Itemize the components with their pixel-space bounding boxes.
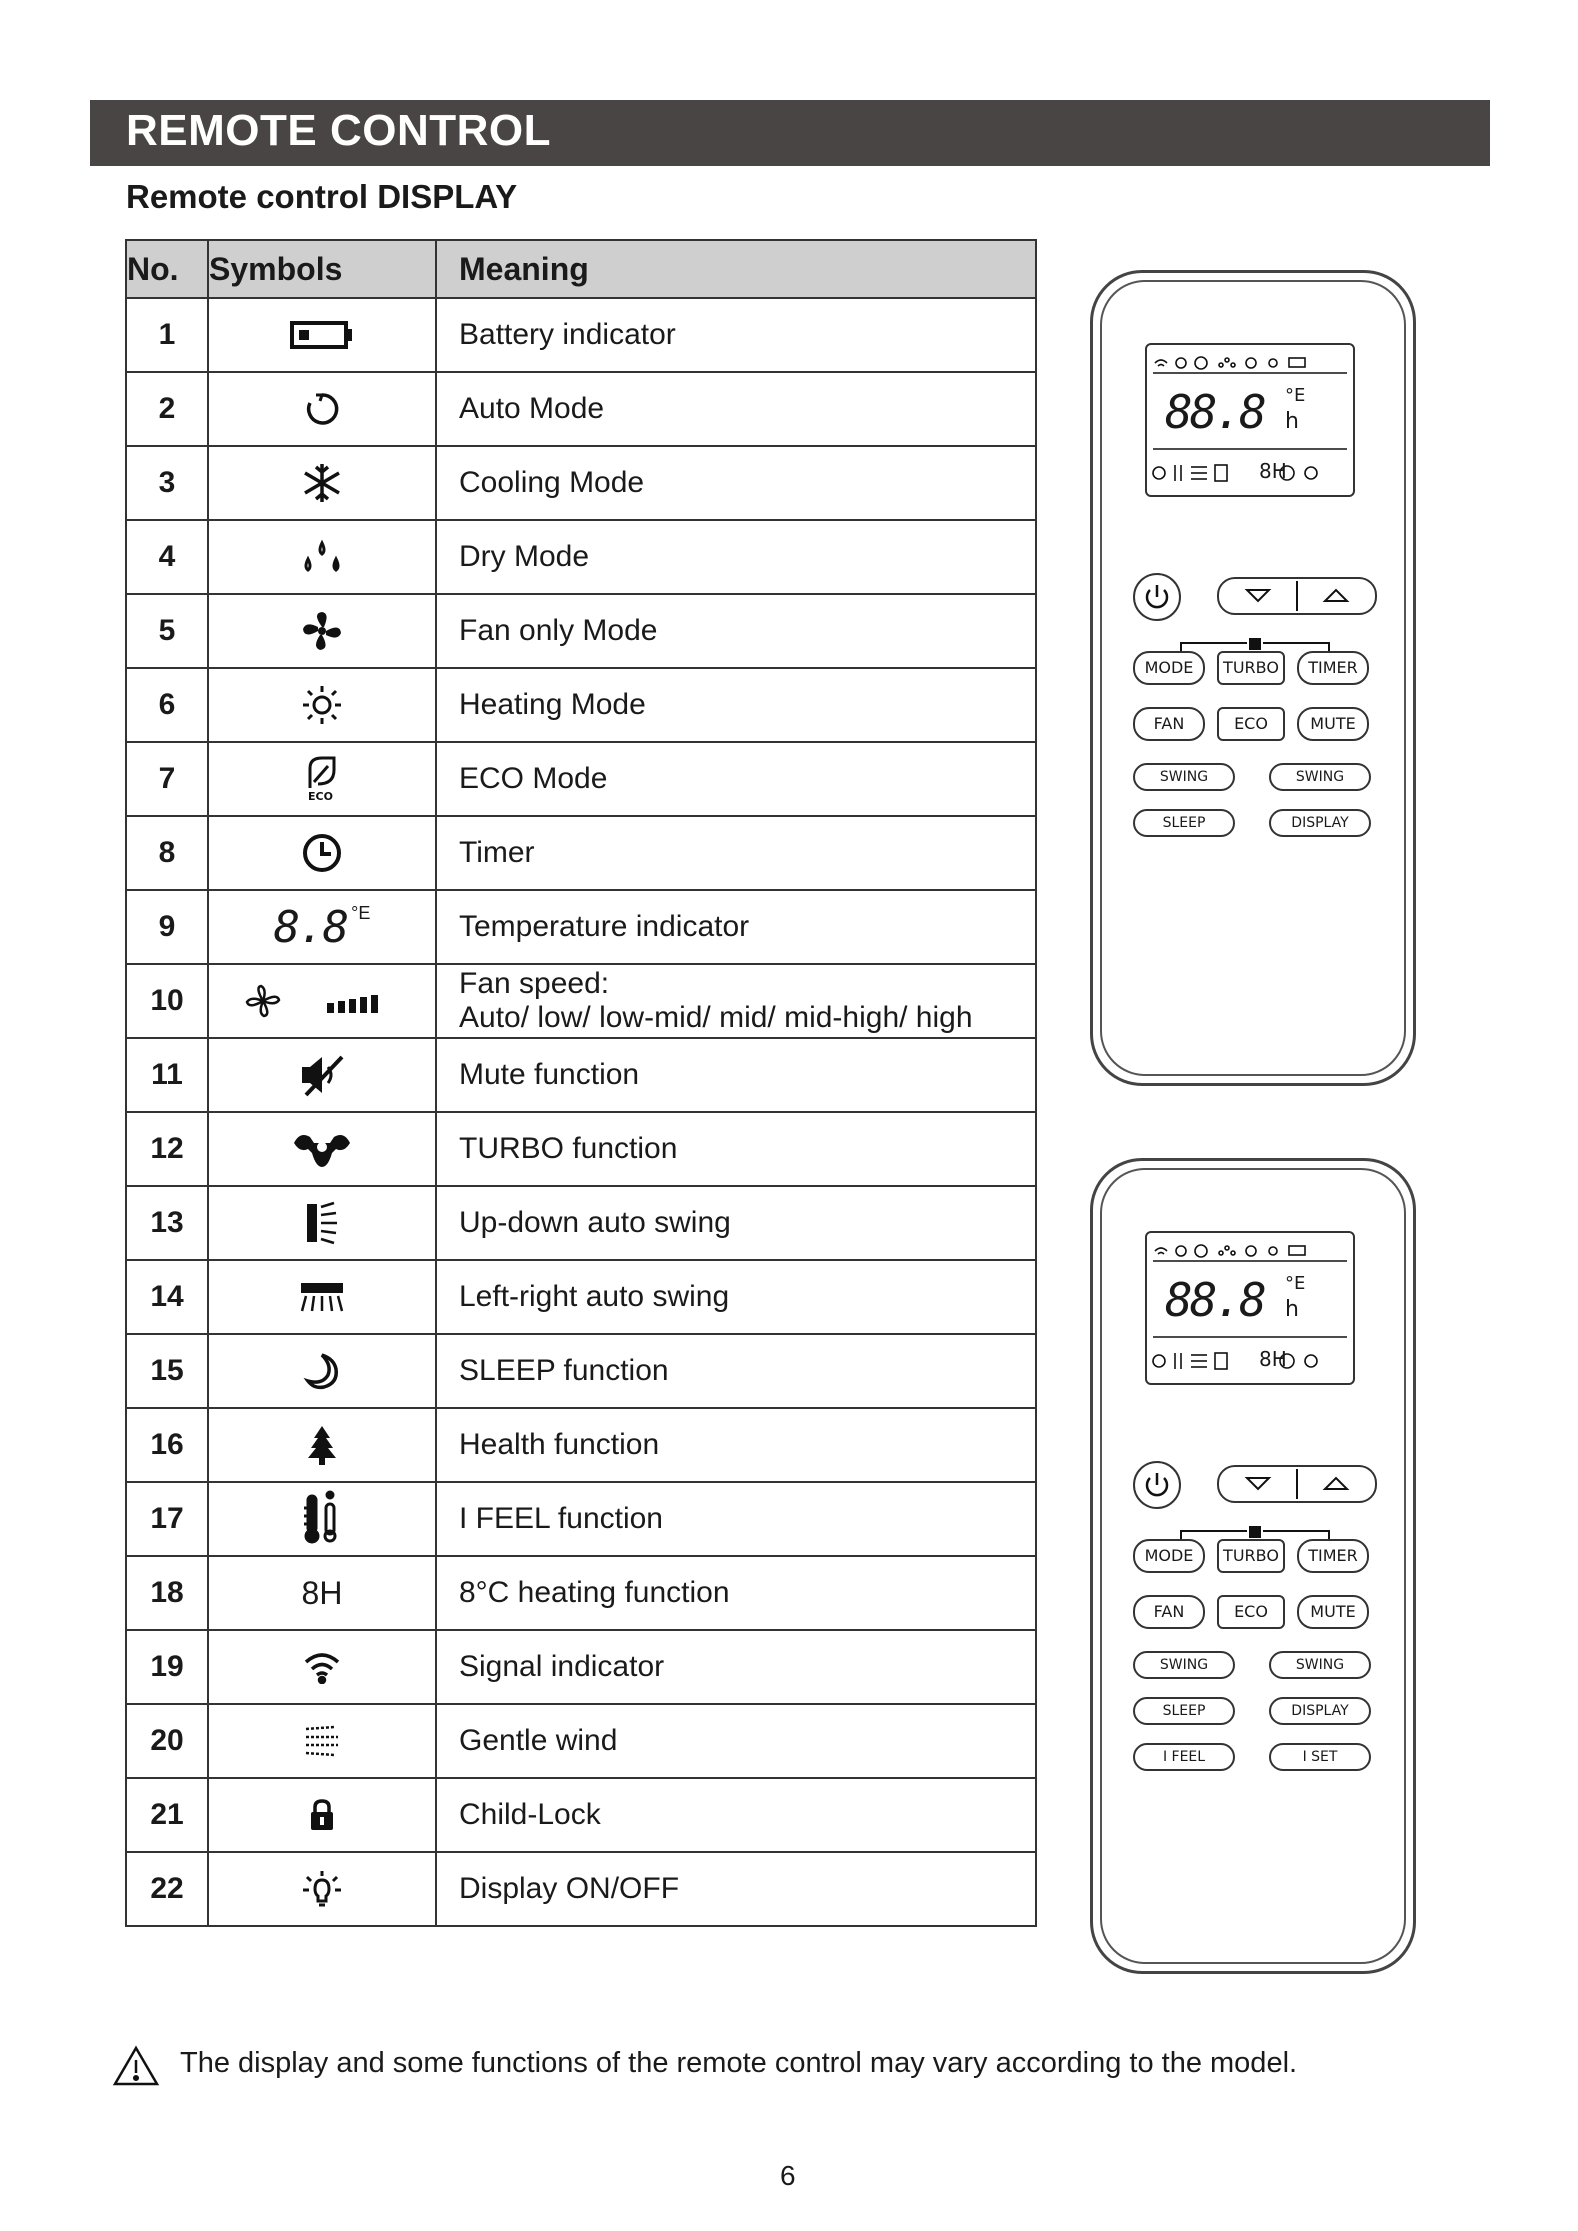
header-symbols: Symbols <box>208 240 436 298</box>
table-row <box>126 446 1036 520</box>
swing-vertical-button[interactable]: SWING <box>1133 763 1235 791</box>
turbo-button[interactable]: TURBO <box>1217 1539 1285 1573</box>
left-right-swing-icon <box>298 1267 346 1327</box>
lcd-h: h <box>1285 409 1299 434</box>
power-button[interactable] <box>1133 573 1181 621</box>
child-lock-bracket <box>1179 1523 1331 1537</box>
temperature-unit: °E <box>351 902 371 923</box>
mode-button[interactable]: MODE <box>1133 651 1205 685</box>
warning-note <box>112 2045 1298 2095</box>
table-row <box>126 742 1036 816</box>
row-no: 10 <box>126 964 208 1038</box>
section-subtitle: Remote control DISPLAY <box>126 178 518 215</box>
table-row <box>126 668 1036 742</box>
row-meaning: Signal indicator <box>436 1630 1036 1704</box>
row-meaning: Display ON/OFF <box>436 1852 1036 1926</box>
swing-horizontal-button[interactable]: SWING <box>1269 1651 1371 1679</box>
row-no: 4 <box>126 520 208 594</box>
row-meaning: Temperature indicator <box>436 890 1036 964</box>
row-no: 13 <box>126 1186 208 1260</box>
row-no: 11 <box>126 1038 208 1112</box>
table-row <box>126 816 1036 890</box>
table-row <box>126 520 1036 594</box>
child-lock-bracket <box>1179 635 1331 649</box>
table-row <box>126 1038 1036 1112</box>
row-meaning: Cooling Mode <box>436 446 1036 520</box>
lcd-unit: °E <box>1285 1273 1306 1294</box>
sleep-button[interactable]: SLEEP <box>1133 809 1235 837</box>
iset-button[interactable]: I SET <box>1269 1743 1371 1771</box>
table-row <box>126 298 1036 372</box>
row-meaning: Mute function <box>436 1038 1036 1112</box>
auto-mode-icon <box>302 379 342 439</box>
up-down-swing-icon <box>304 1193 340 1253</box>
temperature-digits-icon <box>274 897 371 957</box>
power-icon <box>1135 575 1179 619</box>
row-no: 17 <box>126 1482 208 1556</box>
row-no: 20 <box>126 1704 208 1778</box>
sleep-button[interactable]: SLEEP <box>1133 1697 1235 1725</box>
thermometer-icon <box>302 1487 342 1547</box>
power-icon <box>1135 1463 1179 1507</box>
power-button[interactable] <box>1133 1461 1181 1509</box>
remote-control-standard <box>1090 270 1416 1086</box>
tree-icon <box>306 1415 338 1475</box>
row-no: 1 <box>126 298 208 372</box>
gentle-wind-icon <box>302 1711 342 1771</box>
fan-icon <box>300 601 344 661</box>
row-no: 6 <box>126 668 208 742</box>
row-no: 16 <box>126 1408 208 1482</box>
table-row <box>126 964 1036 1038</box>
timer-button[interactable]: TIMER <box>1297 1539 1369 1573</box>
row-meaning: SLEEP function <box>436 1334 1036 1408</box>
row-no: 18 <box>126 1556 208 1630</box>
table-row <box>126 1778 1036 1852</box>
lcd-digits: 88.8 <box>1165 385 1264 439</box>
table-row <box>126 1112 1036 1186</box>
row-meaning: Dry Mode <box>436 520 1036 594</box>
table-row <box>126 1704 1036 1778</box>
warning-triangle-icon <box>112 2045 160 2087</box>
remote-lcd <box>1145 1231 1355 1385</box>
remote-lcd <box>1145 343 1355 497</box>
warning-text: The display and some functions of the remote control may vary according to the model. <box>180 2047 1298 2079</box>
row-meaning: Battery indicator <box>436 298 1036 372</box>
row-meaning: ECO Mode <box>436 742 1036 816</box>
table-row <box>126 1334 1036 1408</box>
row-meaning: Heating Mode <box>436 668 1036 742</box>
row-meaning: Child-Lock <box>436 1778 1036 1852</box>
row-meaning: Timer <box>436 816 1036 890</box>
row-meaning-detail: Auto/ low/ low-mid/ mid/ mid-high/ high <box>459 1001 973 1034</box>
table-row <box>126 1556 1036 1630</box>
down-arrow-icon <box>1247 590 1269 601</box>
fan-speed-icon <box>237 971 407 1031</box>
table-row <box>126 1186 1036 1260</box>
table-row <box>126 1630 1036 1704</box>
table-header-row <box>126 240 1036 298</box>
row-meaning: TURBO function <box>436 1112 1036 1186</box>
table-row <box>126 1408 1036 1482</box>
mute-button[interactable]: MUTE <box>1297 707 1369 741</box>
temperature-digits: 8.8 <box>273 901 348 953</box>
row-no: 12 <box>126 1112 208 1186</box>
row-no: 22 <box>126 1852 208 1926</box>
lcd-h: h <box>1285 1297 1299 1322</box>
header-no: No. <box>126 240 208 298</box>
signal-icon <box>302 1637 342 1697</box>
display-bulb-icon <box>301 1859 343 1919</box>
header-meaning: Meaning <box>436 240 1036 298</box>
remote-control-ifeel <box>1090 1158 1416 1974</box>
row-meaning: Gentle wind <box>436 1704 1036 1778</box>
table-row <box>126 372 1036 446</box>
page-number: 6 <box>780 2160 796 2191</box>
lcd-8h: 8H <box>1259 1347 1287 1371</box>
mute-icon <box>298 1045 346 1105</box>
row-no: 2 <box>126 372 208 446</box>
timer-button[interactable]: TIMER <box>1297 651 1369 685</box>
row-no: 3 <box>126 446 208 520</box>
battery-icon <box>290 305 354 365</box>
mute-button[interactable]: MUTE <box>1297 1595 1369 1629</box>
lcd-8h: 8H <box>1259 459 1287 483</box>
swing-vertical-button[interactable]: SWING <box>1133 1651 1235 1679</box>
row-meaning: I FEEL function <box>436 1482 1036 1556</box>
row-no: 15 <box>126 1334 208 1408</box>
8h-text: 8H <box>301 1574 343 1611</box>
svg-text:ECO: ECO <box>308 790 333 802</box>
table-row <box>126 594 1036 668</box>
temperature-up-down-rocker[interactable] <box>1217 577 1377 615</box>
row-meaning: Up-down auto swing <box>436 1186 1036 1260</box>
lcd-digits: 88.8 <box>1165 1273 1264 1327</box>
temperature-up-down-rocker[interactable] <box>1217 1465 1377 1503</box>
turbo-button[interactable]: TURBO <box>1217 651 1285 685</box>
table-row <box>126 1482 1036 1556</box>
clock-icon <box>300 823 344 883</box>
row-no: 21 <box>126 1778 208 1852</box>
sun-icon <box>301 675 343 735</box>
fan-button[interactable]: FAN <box>1133 1595 1205 1629</box>
mode-button[interactable]: MODE <box>1133 1539 1205 1573</box>
up-arrow-icon <box>1325 1478 1347 1489</box>
row-no: 19 <box>126 1630 208 1704</box>
header-bar <box>90 100 1490 166</box>
row-meaning: Health function <box>436 1408 1036 1482</box>
moon-icon <box>302 1341 342 1401</box>
row-meaning: Fan speed: <box>459 967 610 1000</box>
table-row <box>126 1260 1036 1334</box>
row-meaning: 8°C heating function <box>436 1556 1036 1630</box>
row-no: 9 <box>126 890 208 964</box>
row-meaning: Auto Mode <box>436 372 1036 446</box>
down-arrow-icon <box>1247 1478 1269 1489</box>
eco-leaf-icon <box>302 748 342 808</box>
up-arrow-icon <box>1325 590 1347 601</box>
symbols-table <box>125 239 1037 1927</box>
8h-text-icon <box>302 1563 343 1623</box>
snowflake-icon <box>300 453 344 513</box>
row-no: 7 <box>126 742 208 816</box>
lcd-unit: °E <box>1285 385 1306 406</box>
row-no: 14 <box>126 1260 208 1334</box>
row-no: 8 <box>126 816 208 890</box>
row-no: 5 <box>126 594 208 668</box>
turbo-icon <box>292 1119 352 1179</box>
table-row <box>126 890 1036 964</box>
lock-icon <box>308 1785 336 1845</box>
fan-button[interactable]: FAN <box>1133 707 1205 741</box>
eco-button[interactable]: ECO <box>1217 707 1285 741</box>
table-row <box>126 1852 1036 1926</box>
eco-button[interactable]: ECO <box>1217 1595 1285 1629</box>
droplets-icon <box>300 527 344 587</box>
ifeel-button[interactable]: I FEEL <box>1133 1743 1235 1771</box>
row-meaning: Left-right auto swing <box>436 1260 1036 1334</box>
display-button[interactable]: DISPLAY <box>1269 809 1371 837</box>
swing-horizontal-button[interactable]: SWING <box>1269 763 1371 791</box>
display-button[interactable]: DISPLAY <box>1269 1697 1371 1725</box>
page-title: REMOTE CONTROL <box>126 106 551 155</box>
row-meaning: Fan only Mode <box>436 594 1036 668</box>
